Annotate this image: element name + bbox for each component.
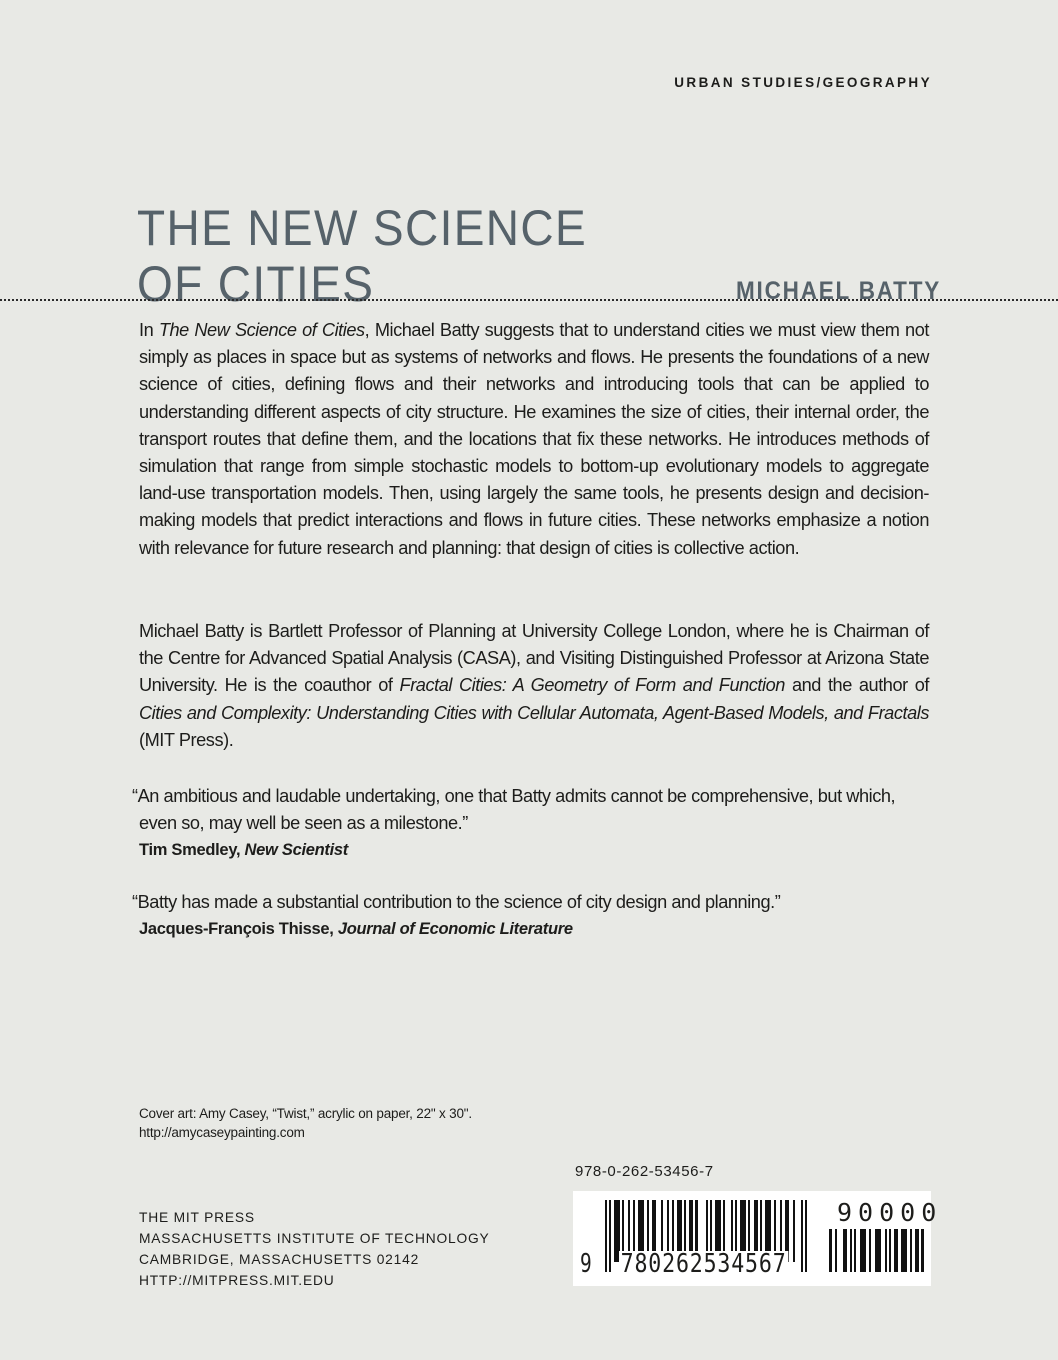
barcode-digits: 780262534567: [620, 1249, 787, 1279]
quote-author: Jacques-François Thisse,: [139, 920, 338, 938]
category-label: URBAN STUDIES/GEOGRAPHY: [674, 75, 932, 90]
publisher-name: THE MIT PRESS: [139, 1210, 255, 1225]
publisher-block: [139, 1207, 490, 1291]
bio-text-2: and the author of: [784, 675, 930, 696]
barcode-addon-digits: 90000: [837, 1198, 943, 1227]
cover-credit-url[interactable]: http://amycaseypainting.com: [139, 1124, 305, 1140]
book-title: [137, 200, 587, 312]
review-quote-1: [132, 783, 952, 864]
quote-text-line-1: “An ambitious and laudable undertaking, one that Batty admits cannot be comprehensive, but which,: [132, 786, 896, 806]
bio-text-1: Michael Batty is Bartlett Professor of Planning at University College London, where he is Chairman of the Centre for Advanced Spatial Analysis (CASA), and Visiting Distinguished Professor at Arizona State University. He is the coauthor of: [139, 621, 929, 696]
quote-attribution: [132, 837, 952, 864]
author-name: MICHAEL BATTY: [736, 277, 942, 305]
description-prefix: In: [139, 320, 159, 340]
description-book-title: The New Science of Cities: [158, 320, 365, 340]
book-title-line-2: OF CITIES: [137, 256, 375, 312]
author-bio: [139, 618, 929, 754]
bio-book-2: Cities and Complexity: Understanding Cities with Cellular Automata, Agent-Based Models, and Fractals: [139, 702, 929, 723]
isbn-barcode: [573, 1191, 943, 1286]
bio-book-1: Fractal Cities: A Geometry of Form and Function: [399, 675, 785, 696]
quote-attribution: [132, 916, 952, 943]
quote-text-line-2: even so, may well be seen as a milestone.”: [139, 813, 468, 833]
cover-credit-text: Cover art: Amy Casey, “Twist,” acrylic on paper, 22" x 30".: [139, 1106, 472, 1121]
cover-art-credit: [139, 1105, 472, 1142]
description-text: , Michael Batty suggests that to understand cities we must view them not simply as places in space but as systems of networks and flows. He presents the foundations of a new science of cities, defining flows and their networks and introducing tools that can be applied to understanding different aspects of city structure. He examines the size of cities, their internal order, the transport routes that define them, and the locations that fix these networks. He introduces methods of simulation that range from simple stochastic models to bottom-up evolutionary models to aggregate land-use transportation models. Then, using largely the same tools, he presents design and decision-making models that predict interactions and flows in future cities. These networks emphasize a notion with relevance for future research and planning: that design of cities is collective action.: [139, 320, 929, 558]
barcode-first-digit: 9: [580, 1249, 592, 1279]
review-quote-2: [132, 889, 952, 943]
quote-text-line-1: “Batty has made a substantial contribution to the science of city design and planning.”: [132, 892, 781, 912]
book-description: [139, 317, 929, 562]
barcode-addon-bars-icon: [829, 1229, 925, 1272]
publisher-address: CAMBRIDGE, MASSACHUSETTS 02142: [139, 1252, 420, 1267]
publisher-institution: MASSACHUSETTS INSTITUTE OF TECHNOLOGY: [139, 1231, 490, 1246]
isbn-number: 978-0-262-53456-7: [575, 1163, 714, 1180]
quote-source: Journal of Economic Literature: [337, 920, 573, 938]
quote-source: New Scientist: [244, 841, 348, 859]
book-title-line-1: THE NEW SCIENCE: [137, 200, 588, 256]
bio-text-3: (MIT Press).: [139, 729, 234, 750]
publisher-url[interactable]: HTTP://MITPRESS.MIT.EDU: [139, 1273, 335, 1288]
quote-author: Tim Smedley,: [139, 841, 245, 859]
